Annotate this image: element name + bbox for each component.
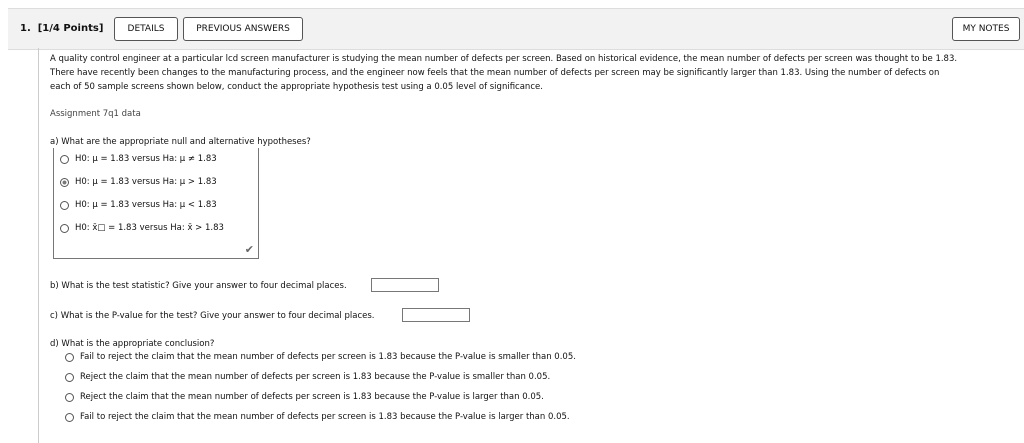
hypothesis-option[interactable]: [60, 200, 217, 210]
question-body: [38, 48, 1024, 443]
conclusion-option[interactable]: [65, 412, 570, 422]
p-value-input[interactable]: [402, 308, 470, 322]
option-label: H0: μ = 1.83 versus Ha: μ > 1.83: [75, 177, 217, 187]
option-label: H0: μ = 1.83 versus Ha: μ ≠ 1.83: [75, 154, 217, 164]
radio-button[interactable]: [65, 373, 74, 382]
part-b-question: b) What is the test statistic? Give your answer to four decimal places.: [50, 281, 347, 291]
my-notes-button[interactable]: MY NOTES: [952, 17, 1020, 41]
hypothesis-option[interactable]: [60, 177, 217, 187]
option-label: Reject the claim that the mean number of defects per screen is 1.83 because the P-value is smaller than 0.05.: [80, 372, 551, 382]
radio-button-selected[interactable]: [60, 178, 69, 187]
problem-line: each of 50 sample screens shown below, conduct the appropriate hypothesis test using a 0.05 level of significance.: [50, 82, 543, 92]
part-c-question: c) What is the P-value for the test? Give your answer to four decimal places.: [50, 311, 375, 321]
question-points: 1. [1/4 Points]: [20, 23, 104, 34]
radio-button[interactable]: [65, 393, 74, 402]
option-label: H0: μ = 1.83 versus Ha: μ < 1.83: [75, 200, 217, 210]
data-link[interactable]: Assignment 7q1 data: [50, 109, 141, 119]
part-d-question: d) What is the appropriate conclusion?: [50, 339, 215, 349]
option-label: H0: x̄□ = 1.83 versus Ha: x̄ > 1.83: [75, 223, 224, 233]
question-header: [8, 8, 1024, 50]
option-label: Fail to reject the claim that the mean number of defects per screen is 1.83 because the P-value is larger than 0.05.: [80, 412, 570, 422]
conclusion-option[interactable]: [65, 352, 576, 362]
conclusion-option[interactable]: [65, 392, 544, 402]
hypothesis-option[interactable]: [60, 223, 224, 233]
conclusion-option[interactable]: [65, 372, 550, 382]
radio-button[interactable]: [60, 155, 69, 164]
problem-line: There have recently been changes to the manufacturing process, and the engineer now feels that the mean number of defects per screen may be significantly larger than 1.83. Using the number of defects on: [50, 68, 940, 78]
radio-button[interactable]: [65, 353, 74, 362]
problem-text: [50, 52, 957, 94]
radio-button[interactable]: [60, 224, 69, 233]
test-statistic-input[interactable]: [371, 278, 439, 292]
checkmark-icon: ✔: [244, 243, 254, 256]
details-button[interactable]: DETAILS: [114, 17, 178, 41]
hypotheses-options: [53, 148, 259, 259]
problem-line: A quality control engineer at a particular lcd screen manufacturer is studying the mean number of defects per screen. Based on historical evidence, the mean number of defects per screen was thought to be 1.83.: [50, 54, 958, 64]
option-label: Fail to reject the claim that the mean number of defects per screen is 1.83 because the P-value is smaller than 0.05.: [80, 352, 576, 362]
option-label: Reject the claim that the mean number of defects per screen is 1.83 because the P-value is larger than 0.05.: [80, 392, 544, 402]
radio-button[interactable]: [65, 413, 74, 422]
radio-button[interactable]: [60, 201, 69, 210]
part-a-question: a) What are the appropriate null and alternative hypotheses?: [50, 137, 311, 147]
hypothesis-option[interactable]: [60, 154, 217, 164]
previous-answers-button[interactable]: PREVIOUS ANSWERS: [183, 17, 303, 41]
